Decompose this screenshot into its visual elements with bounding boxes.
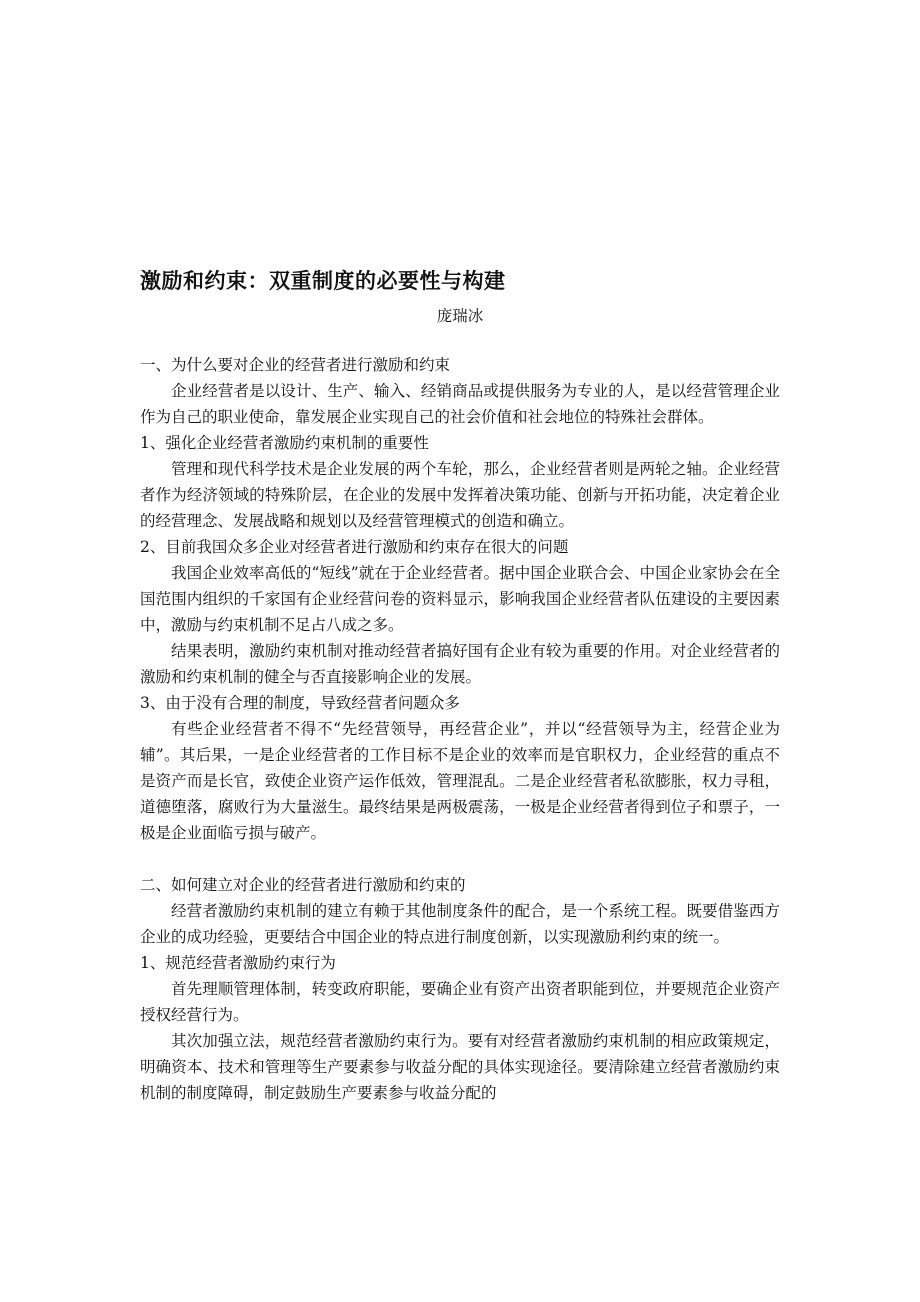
paragraph: 经营者激励约束机制的建立有赖于其他制度条件的配合，是一个系统工程。既要借鉴西方企业的成功经验，更要结合中国企业的特点进行制度创新，以实现激励利约束的统一。 xyxy=(140,902,780,946)
document-page xyxy=(140,264,780,1106)
subsection-heading-2-1: 1、规范经营者激励约束行为 xyxy=(140,954,336,972)
paragraph: 有些企业经营者不得不“先经营领导，再经营企业”，并以“经营领导为主，经营企业为辅”。其后果，一是企业经营者的工作目标不是企业的效率而是官职权力，企业经营的重点不是资产而是长官，致使企业资产运作低效，管理混乱。二是企业经营者私欲膨胀，权力寻租，道德堕落，腐败行为大量滋生。最终结果是两极震荡，一极是企业经营者得到位子和票子，一极是企业面临亏损与破产。 xyxy=(140,720,780,842)
section-gap xyxy=(140,846,780,872)
paragraph: 管理和现代科学技术是企业发展的两个车轮，那么，企业经营者则是两轮之轴。企业经营者作为经济领域的特殊阶层，在企业的发展中发挥着决策功能、创新与开拓功能，决定着企业的经营理念、发展战略和规划以及经营管理模式的创造和确立。 xyxy=(140,460,780,530)
spacer xyxy=(140,330,780,352)
paragraph: 结果表明，激励约束机制对推动经营者搞好国有企业有较为重要的作用。对企业经营者的激励和约束机制的健全与否直接影响企业的发展。 xyxy=(140,642,780,686)
paragraph: 企业经营者是以设计、生产、输入、经销商品或提供服务为专业的人，是以经营管理企业作为自己的职业使命，靠发展企业实现自己的社会价值和社会地位的特殊社会群体。 xyxy=(140,382,780,426)
document-title: 激励和约束：双重制度的必要性与构建 xyxy=(140,269,506,293)
section-heading-1: 一、为什么要对企业的经营者进行激励和约束 xyxy=(140,356,451,374)
subsection-heading-1-1: 1、强化企业经营者激励约束机制的重要性 xyxy=(140,434,429,452)
author-name: 庞瑞冰 xyxy=(436,307,484,325)
paragraph: 我国企业效率高低的“短线”就在于企业经营者。据中国企业联合会、中国企业家协会在全国范围内组织的千家国有企业经营问卷的资料显示，影响我国企业经营者队伍建设的主要因素中，激励与约束机制不足占八成之多。 xyxy=(140,564,780,634)
paragraph: 其次加强立法，规范经营者激励约束行为。要有对经营者激励约束机制的相应政策规定，明确资本、技术和管理等生产要素参与收益分配的具体实现途径。要清除建立经营者激励约束机制的制度障碍，制定鼓励生产要素参与收益分配的 xyxy=(140,1032,780,1102)
subsection-heading-1-2: 2、目前我国众多企业对经营者进行激励和约束存在很大的问题 xyxy=(140,538,569,556)
paragraph: 首先理顺管理体制，转变政府职能，要确企业有资产出资者职能到位，并要规范企业资产授权经营行为。 xyxy=(140,980,780,1024)
section-heading-2: 二、如何建立对企业的经营者进行激励和约束的 xyxy=(140,876,466,894)
subsection-heading-1-3: 3、由于没有合理的制度，导致经营者问题众多 xyxy=(140,694,460,712)
